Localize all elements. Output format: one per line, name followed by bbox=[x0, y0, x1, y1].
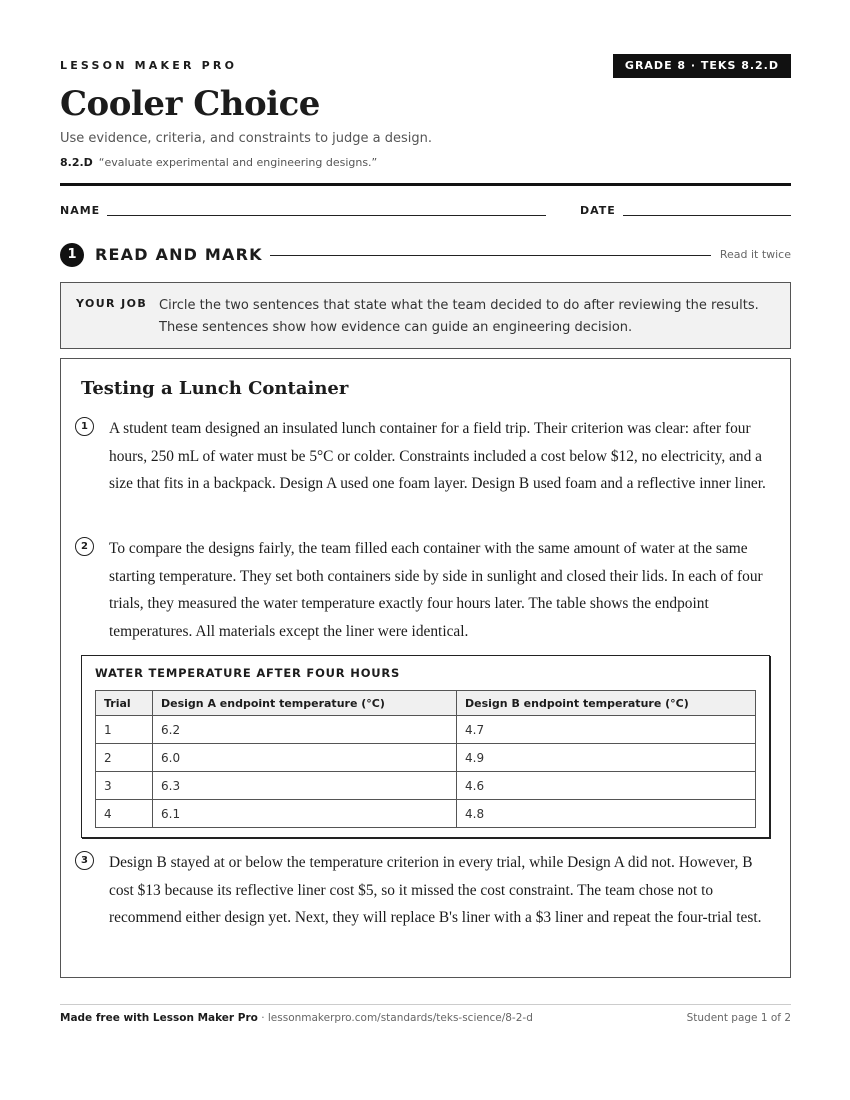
column-header-trial: Trial bbox=[96, 691, 153, 716]
table-row bbox=[96, 800, 756, 828]
table-row bbox=[96, 744, 756, 772]
name-field[interactable] bbox=[107, 215, 546, 216]
column-header-design-a: Design A endpoint temperature (°C) bbox=[153, 691, 457, 716]
section-title: READ AND MARK bbox=[95, 245, 263, 264]
standard-code: 8.2.D bbox=[60, 156, 93, 169]
standard-line bbox=[60, 156, 377, 169]
footer-credit bbox=[60, 1012, 533, 1024]
table-header-row bbox=[96, 691, 756, 716]
footer-separator: · bbox=[257, 1012, 268, 1024]
section-header bbox=[60, 243, 791, 267]
cell-design-a: 6.2 bbox=[153, 716, 457, 744]
name-label: NAME bbox=[60, 204, 101, 217]
paragraph-text[interactable]: To compare the designs fairly, the team filled each container with the same amount of water at the same starting temperature. They set both containers side by side in sunlight and closed their lids. In each of four trials, they measured the water temperature exactly four hours later. The table shows the endpoint temperatures. All materials except the liner were identical. bbox=[109, 540, 763, 641]
header-divider bbox=[60, 183, 791, 186]
table-title: WATER TEMPERATURE AFTER FOUR HOURS bbox=[95, 666, 401, 680]
date-label: DATE bbox=[580, 204, 616, 217]
job-instructions-box bbox=[60, 282, 791, 349]
cell-design-b: 4.6 bbox=[457, 772, 756, 800]
footer-divider bbox=[60, 1004, 791, 1005]
table-row bbox=[96, 716, 756, 744]
paragraph-number: 3 bbox=[75, 851, 94, 870]
job-label: YOUR JOB bbox=[76, 297, 148, 310]
paragraph-text[interactable]: A student team designed an insulated lunch container for a field trip. Their criterion was clear: after four hours, 250 mL of water must be 5°C or colder. Constraints included a cost below $12, no electricity, and a size that fits in a backpack. Design A used one foam layer. Design B used foam and a reflective inner liner. bbox=[109, 420, 766, 493]
cell-trial: 1 bbox=[96, 716, 153, 744]
page-title: Cooler Choice bbox=[60, 84, 320, 124]
cell-trial: 3 bbox=[96, 772, 153, 800]
column-header-design-b: Design B endpoint temperature (°C) bbox=[457, 691, 756, 716]
temperature-table bbox=[95, 690, 756, 828]
footer-maker: Made free with Lesson Maker Pro bbox=[60, 1012, 258, 1024]
job-text: Circle the two sentences that state what the team decided to do after reviewing the results. These sentences show how evidence can guide an engineering decision. bbox=[159, 298, 759, 335]
cell-trial: 2 bbox=[96, 744, 153, 772]
cell-design-a: 6.3 bbox=[153, 772, 457, 800]
reading-passage bbox=[60, 358, 791, 978]
cell-trial: 4 bbox=[96, 800, 153, 828]
paragraph-number: 2 bbox=[75, 537, 94, 556]
cell-design-b: 4.7 bbox=[457, 716, 756, 744]
paragraph-text[interactable]: Design B stayed at or below the temperature criterion in every trial, while Design A did not. However, B cost $13 because its reflective liner cost $5, so it missed the cost constraint. The team chose not to recommend either design yet. Next, they will replace B's liner with a $3 liner and repeat the four-trial test. bbox=[109, 854, 762, 927]
grade-badge: GRADE 8 · TEKS 8.2.D bbox=[613, 54, 791, 78]
cell-design-a: 6.0 bbox=[153, 744, 457, 772]
table-row bbox=[96, 772, 756, 800]
cell-design-b: 4.8 bbox=[457, 800, 756, 828]
section-rule bbox=[270, 255, 711, 256]
passage-title: Testing a Lunch Container bbox=[81, 378, 349, 399]
section-number-badge: 1 bbox=[60, 243, 84, 267]
temperature-table-box bbox=[81, 655, 770, 838]
date-field[interactable] bbox=[623, 215, 791, 216]
footer-url[interactable]: lessonmakerpro.com/standards/teks-science/8-2-d bbox=[267, 1012, 533, 1024]
cell-design-a: 6.1 bbox=[153, 800, 457, 828]
footer-page-number: Student page 1 of 2 bbox=[686, 1012, 791, 1024]
section-note: Read it twice bbox=[719, 248, 791, 261]
standard-text: “evaluate experimental and engineering designs.” bbox=[98, 156, 378, 169]
brand-name: LESSON MAKER PRO bbox=[60, 59, 238, 72]
cell-design-b: 4.9 bbox=[457, 744, 756, 772]
page-subtitle: Use evidence, criteria, and constraints to judge a design. bbox=[60, 131, 432, 146]
paragraph-number: 1 bbox=[75, 417, 94, 436]
